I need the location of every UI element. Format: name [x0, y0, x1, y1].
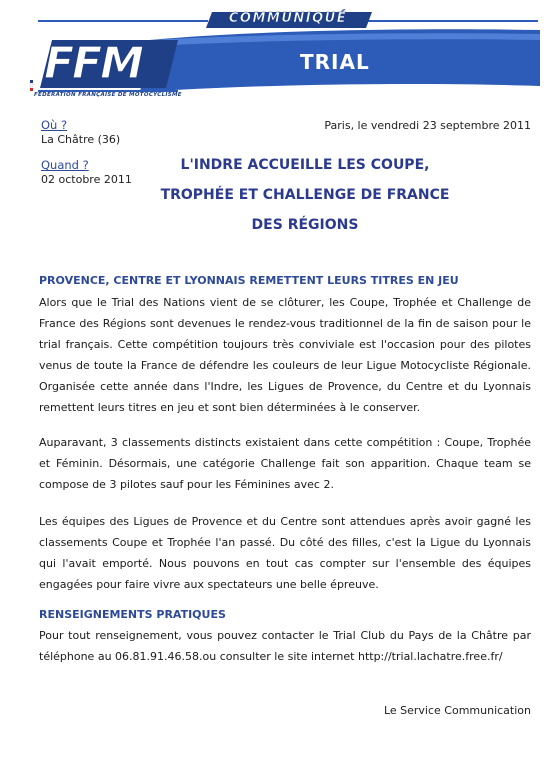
section-heading-practical: RENSEIGNEMENTS PRATIQUES [39, 608, 226, 621]
paragraph-classements: Auparavant, 3 classements distincts existaient dans cette compétition : Coupe, Trophée et Féminin. Désormais, une catégorie Challenge fait son apparition. Chaque team se compose de 3 pilotes sauf pour les Féminines avec 2. [39, 436, 531, 491]
where-value: La Châtre (36) [41, 133, 121, 146]
title-line-3: DES RÉGIONS [251, 217, 359, 233]
letterhead [0, 0, 551, 110]
press-release-title [120, 154, 490, 244]
dateline: Paris, le vendredi 23 septembre 2011 [324, 119, 531, 132]
when-label: Quand ? [41, 158, 89, 172]
title-line-1: L'INDRE ACCUEILLE LES COUPE, [180, 157, 430, 173]
ffm-logo-text: FFM [44, 38, 142, 89]
trial-section-label: TRIAL [300, 50, 370, 74]
communique-banner-text: COMMUNIQUÉ [228, 11, 348, 26]
paragraph-contact: Pour tout renseignement, vous pouvez contacter le Trial Club du Pays de la Châtre par téléphone au 06.81.91.46.58.ou consulter le site internet http://trial.lachatre.free.fr/ [39, 629, 531, 663]
ffm-logo-subtitle: FÉDÉRATION FRANÇAISE DE MOTOCYCLISME [34, 92, 182, 98]
signature: Le Service Communication [383, 704, 531, 717]
section-heading-titles: PROVENCE, CENTRE ET LYONNAIS REMETTENT LEURS TITRES EN JEU [39, 274, 459, 287]
paragraph-intro: Alors que le Trial des Nations vient de se clôturer, les Coupe, Trophée et Challenge de France des Régions sont devenues le rendez-vous traditionnel de la fin de saison pour le trial français. Cette compétition toujours très conviviale est l'occasion pour des pilotes venus de toute la France de défendre les couleurs de leur Ligue Motocycliste Régionale. Organisée cette année dans l'Indre, les Ligues de Provence, du Centre et du Lyonnais remettent leurs titres en jeu et sont bien déterminées à le conserver. [39, 296, 531, 414]
when-value: 02 octobre 2011 [41, 173, 132, 186]
title-line-2: TROPHÉE ET CHALLENGE DE FRANCE [160, 187, 450, 203]
paragraph-equipes: Les équipes des Ligues de Provence et du Centre sont attendues après avoir gagné les classements Coupe et Trophée l'an passé. Du côté des filles, c'est la Ligue du Lyonnais qui l'avait emporté. Nous pouvons en tout cas compter sur l'ensemble des équipes engagées pour faire vivre aux spectateurs une belle épreuve. [39, 515, 531, 591]
where-label: Où ? [41, 118, 68, 132]
